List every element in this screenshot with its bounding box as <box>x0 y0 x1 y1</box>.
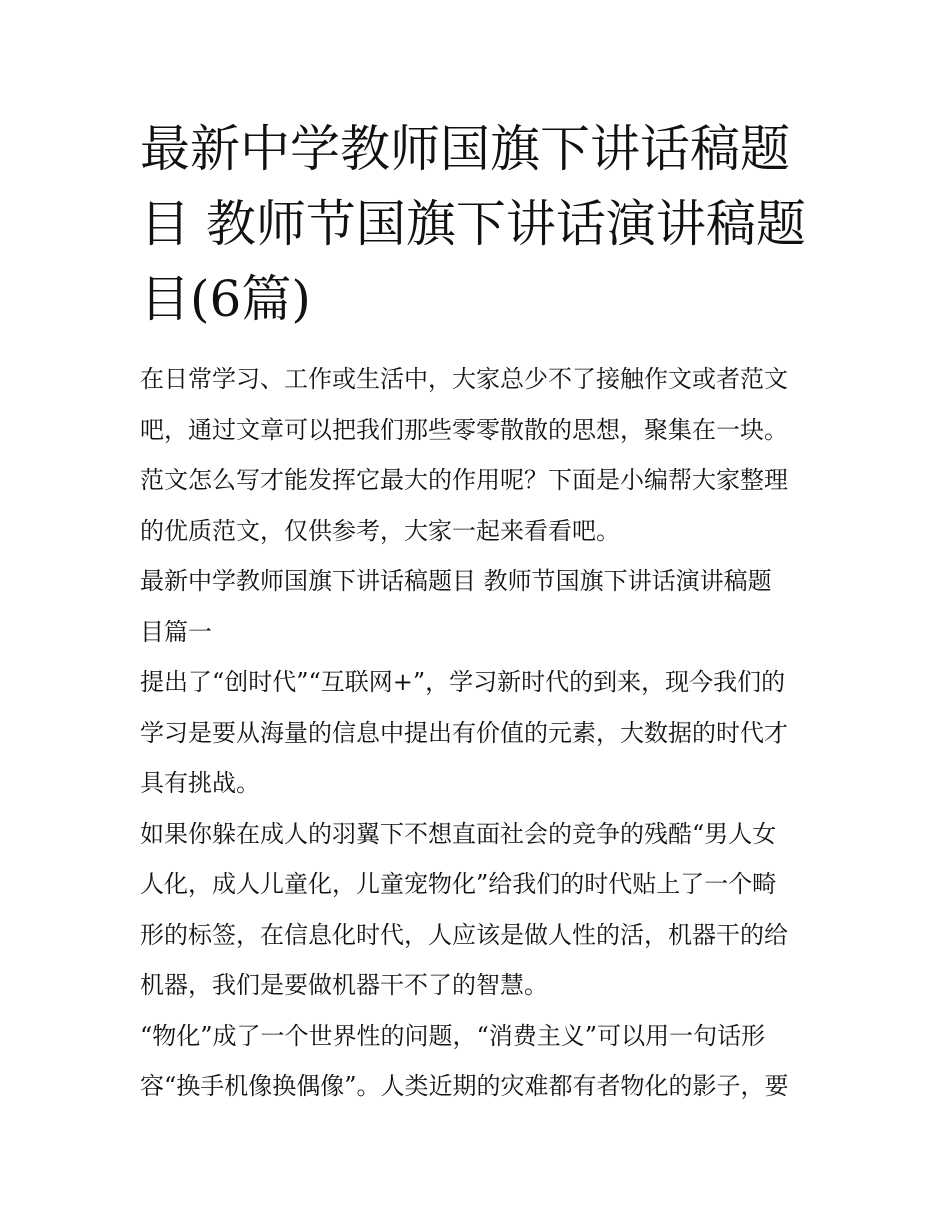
document-body <box>140 354 820 1112</box>
body-line: 人化，成人儿童化，儿童宠物化”给我们的时代贴上了一个畸 <box>140 870 777 898</box>
title-line: 目(6篇) <box>140 270 311 328</box>
body-line: 吧，通过文章可以把我们那些零零散散的思想，聚集在一块。 <box>140 415 788 444</box>
body-line: “物化”成了一个世界性的问题，“消费主义”可以用一句话形 <box>140 1021 766 1050</box>
body-line: 机器，我们是要做机器干不了的智慧。 <box>140 971 548 999</box>
body-line: 范文怎么写才能发挥它最大的作用呢？下面是小编帮大家整理 <box>140 466 788 494</box>
body-line: 提出了“创时代”“互联网+”，学习新时代的到来，现今我们的 <box>140 668 786 696</box>
body-line: 容“换手机像换偶像”。人类近期的灾难都有者物化的影子，要 <box>140 1072 789 1100</box>
title-line: 最新中学教师国旗下讲话稿题 <box>140 120 790 178</box>
body-line: 学习是要从海量的信息中提出有价值的元素，大数据的时代才 <box>140 718 788 747</box>
section-heading-line: 目篇一 <box>140 617 212 646</box>
title-line: 目 教师节国旗下讲话演讲稿题 <box>140 195 806 253</box>
document-title <box>140 112 820 337</box>
body-line: 如果你躲在成人的羽翼下不想直面社会的竞争的残酷“男人女 <box>140 819 777 848</box>
body-line: 具有挑战。 <box>140 769 260 797</box>
body-line: 在日常学习、工作或生活中，大家总少不了接触作文或者范文 <box>140 365 788 393</box>
body-line: 的优质范文，仅供参考，大家一起来看看吧。 <box>140 516 620 545</box>
section-heading-line: 最新中学教师国旗下讲话稿题目 教师节国旗下讲话演讲稿题 <box>140 567 772 595</box>
body-line: 形的标签，在信息化时代，人应该是做人性的活，机器干的给 <box>140 920 788 949</box>
